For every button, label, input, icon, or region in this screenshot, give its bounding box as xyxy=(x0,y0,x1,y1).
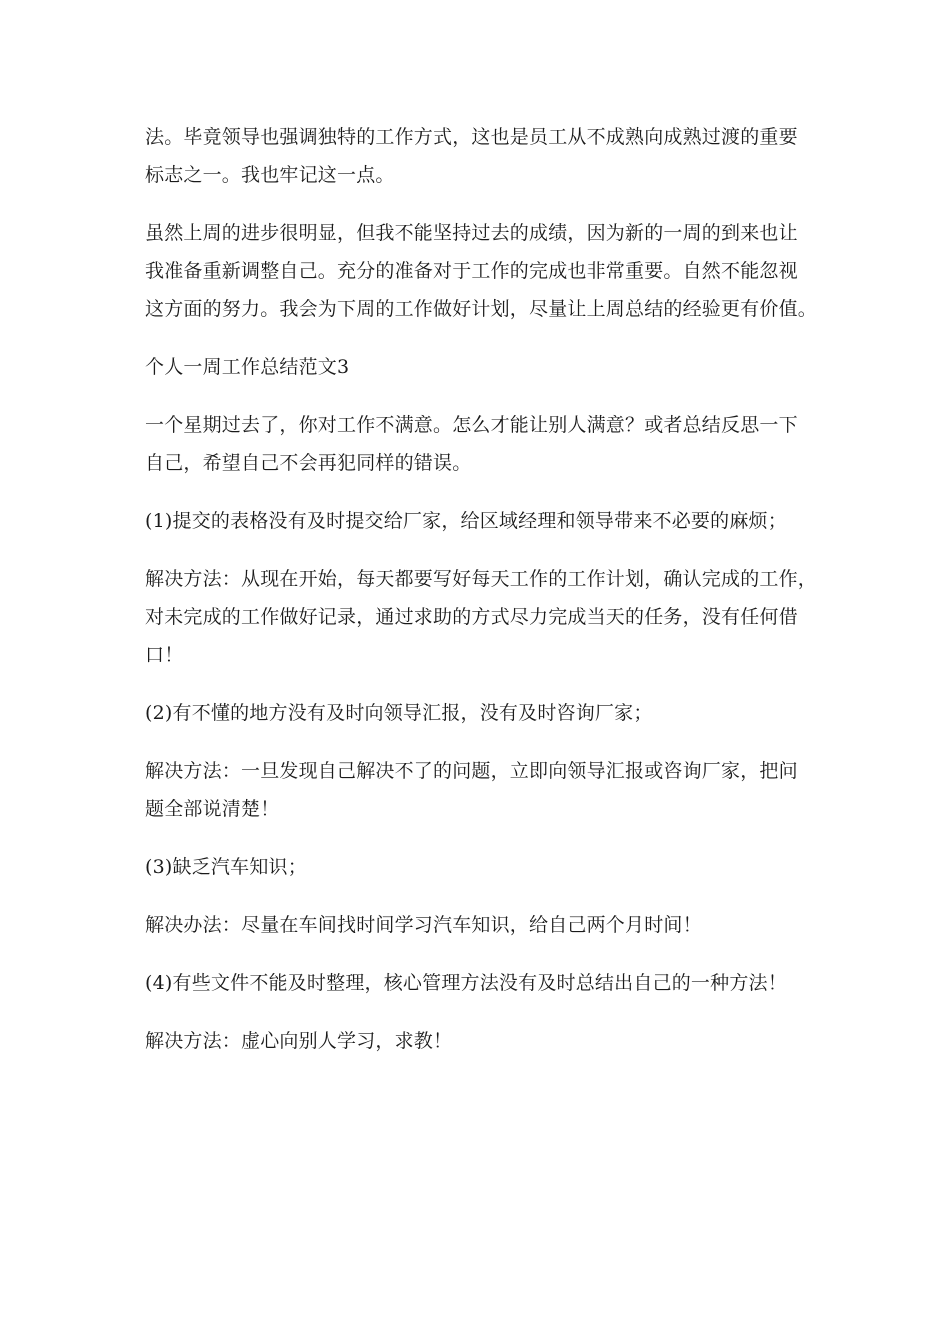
paragraph-2 xyxy=(145,214,818,328)
text-line: 解决方法：虚心向别人学习，求教！ xyxy=(145,1030,453,1052)
text-line: 我准备重新调整自己。充分的准备对于工作的完成也非常重要。自然不能忽视 xyxy=(145,260,798,282)
text-line: (2)有不懂的地方没有及时向领导汇报，没有及时咨询厂家； xyxy=(145,702,653,724)
document-body xyxy=(145,118,818,1080)
solution-item-3 xyxy=(145,906,815,944)
text-line: 对未完成的工作做好记录，通过求助的方式尽力完成当天的任务，没有任何借 xyxy=(145,606,798,628)
text-line: (3)缺乏汽车知识； xyxy=(145,856,307,878)
solution-item-4 xyxy=(145,1022,815,1060)
text-line: 标志之一。我也牢记这一点。 xyxy=(145,164,395,186)
paragraph-4 xyxy=(145,406,815,482)
text-line: 虽然上周的进步很明显，但我不能坚持过去的成绩，因为新的一周的到来也让 xyxy=(145,222,798,244)
text-line: 解决办法：尽量在车间找时间学习汽车知识，给自己两个月时间！ xyxy=(145,914,702,936)
text-line: 一个星期过去了，你对工作不满意。怎么才能让别人满意？或者总结反思一下 xyxy=(145,414,798,436)
text-line: (1)提交的表格没有及时提交给厂家，给区域经理和领导带来不必要的麻烦； xyxy=(145,510,787,532)
text-line: (4)有些文件不能及时整理，核心管理方法没有及时总结出自己的一种方法！ xyxy=(145,972,787,994)
text-line: 这方面的努力。我会为下周的工作做好计划，尽量让上周总结的经验更有价值。 xyxy=(145,298,818,320)
paragraph-1 xyxy=(145,118,815,194)
problem-item-1 xyxy=(145,502,815,540)
text-line: 题全部说清楚！ xyxy=(145,798,280,820)
text-line: 口！ xyxy=(145,644,184,666)
problem-item-3 xyxy=(145,848,815,886)
text-line: 法。毕竟领导也强调独特的工作方式，这也是员工从不成熟向成熟过渡的重要 xyxy=(145,126,798,148)
heading-line: 个人一周工作总结范文3 xyxy=(145,356,350,378)
text-line: 解决方法：一旦发现自己解决不了的问题，立即向领导汇报或咨询厂家，把问 xyxy=(145,760,798,782)
solution-item-1 xyxy=(145,560,818,674)
problem-item-2 xyxy=(145,694,815,732)
text-line: 自己，希望自己不会再犯同样的错误。 xyxy=(145,452,472,474)
solution-item-2 xyxy=(145,752,815,828)
problem-item-4 xyxy=(145,964,815,1002)
text-line: 解决方法：从现在开始，每天都要写好每天工作的工作计划，确认完成的工作， xyxy=(145,568,818,590)
section-heading xyxy=(145,348,815,386)
